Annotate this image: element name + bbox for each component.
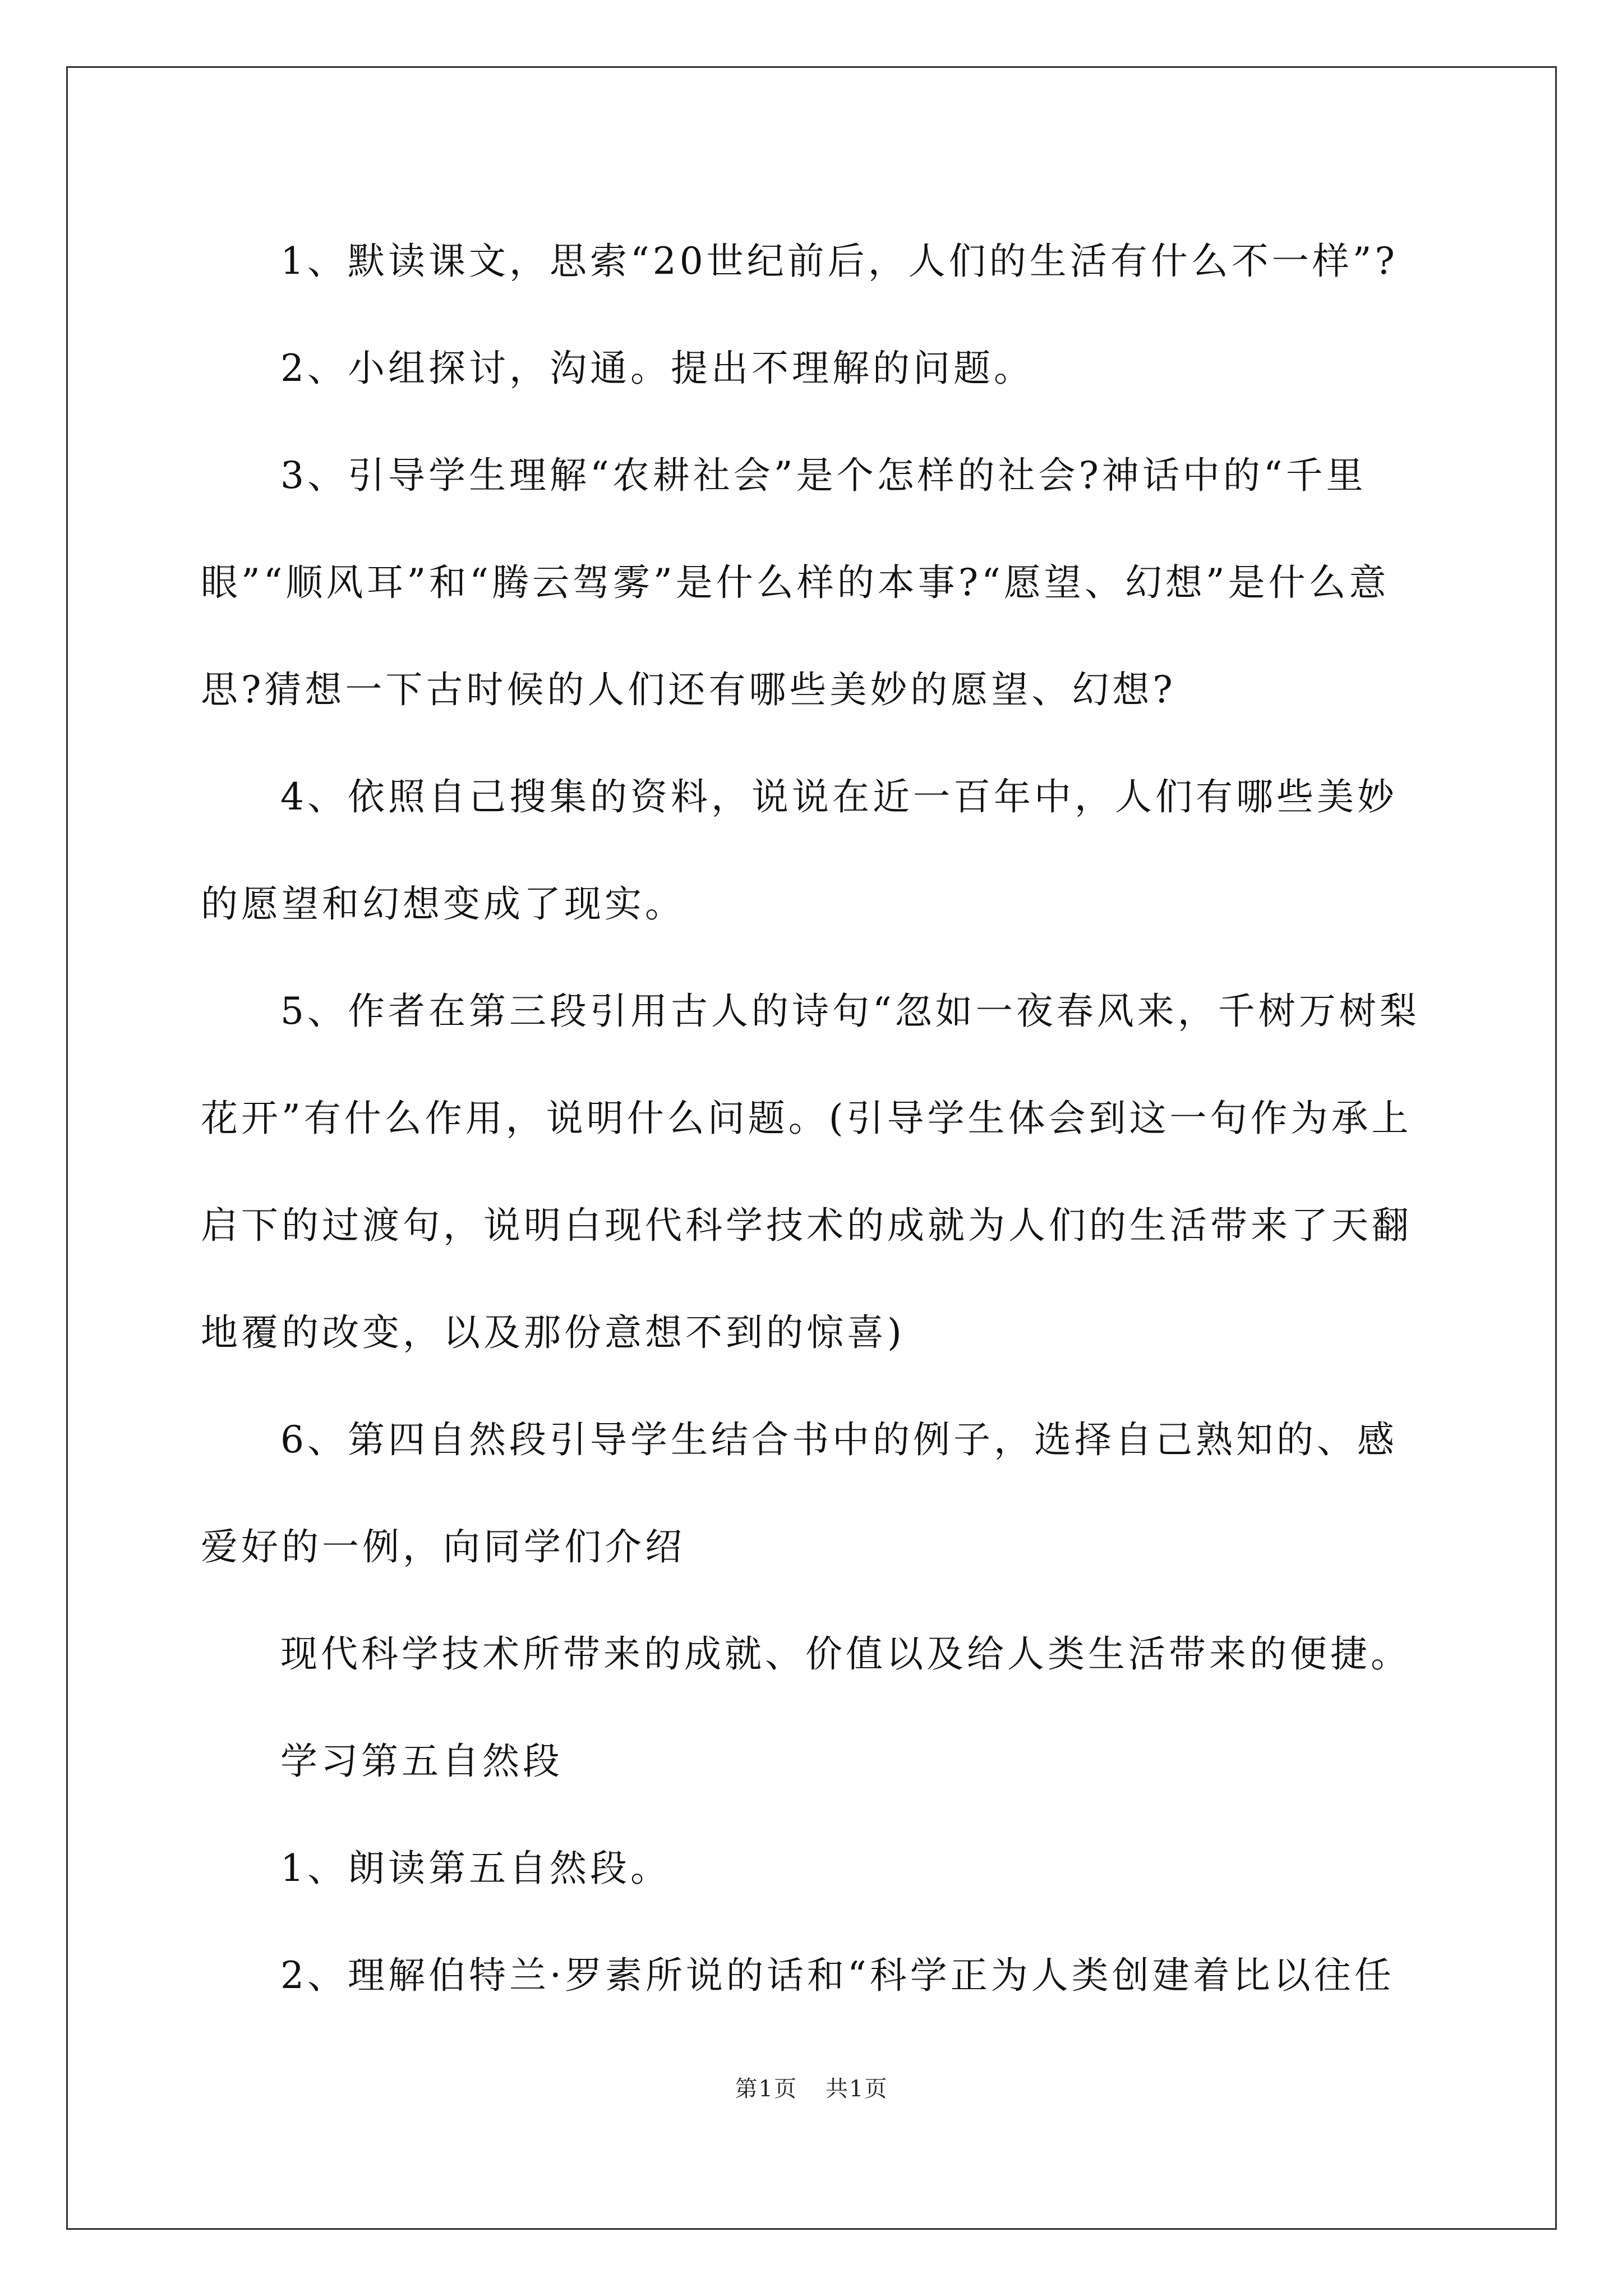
paragraph-10: 2、理解伯特兰·罗素所说的话和“科学正为人类创建着比以往任: [280, 1954, 1395, 1997]
paragraph-4: 4、依照自己搜集的资料，说说在近一百年中，人们有哪些美妙的愿望和幻想变成了现实。: [201, 775, 1398, 926]
paragraph-7: 现代科学技术所带来的成就、价值以及给人类生活带来的便捷。: [280, 1632, 1411, 1676]
paragraph-2: 2、小组探讨，沟通。提出不理解的问题。: [280, 347, 1034, 390]
document-body: [201, 208, 1423, 2029]
page-total: 共1页: [826, 2076, 888, 2102]
paragraph-3: 3、引导学生理解“农耕社会”是个怎样的社会?神话中的“千里眼”“顺风耳”和“腾云驾雾”是什么样的本事?“愿望、幻想”是什么意思?猜想一下古时候的人们还有哪些美妙的愿望、幻想?: [201, 454, 1390, 711]
paragraph-6: 6、第四自然段引导学生结合书中的例子，选择自己熟知的、感爱好的一例，向同学们介绍: [201, 1418, 1398, 1568]
paragraph-5: 5、作者在第三段引用古人的诗句“忽如一夜春风来，千树万树梨花开”有什么作用，说明什么问题。(引导学生体会到这一句作为承上启下的过渡句，说明白现代科学技术的成就为人们的生活带来了天翻地覆的改变，以及那份意想不到的惊喜): [201, 990, 1420, 1354]
paragraph-9: 1、朗读第五自然段。: [280, 1847, 671, 1890]
page-footer: [0, 2071, 1623, 2103]
paragraph-8: 学习第五自然段: [280, 1740, 563, 1783]
page-number: 第1页: [735, 2076, 797, 2102]
paragraph-1: 1、默读课文，思索“20世纪前后，人们的生活有什么不一样”?: [280, 240, 1398, 283]
